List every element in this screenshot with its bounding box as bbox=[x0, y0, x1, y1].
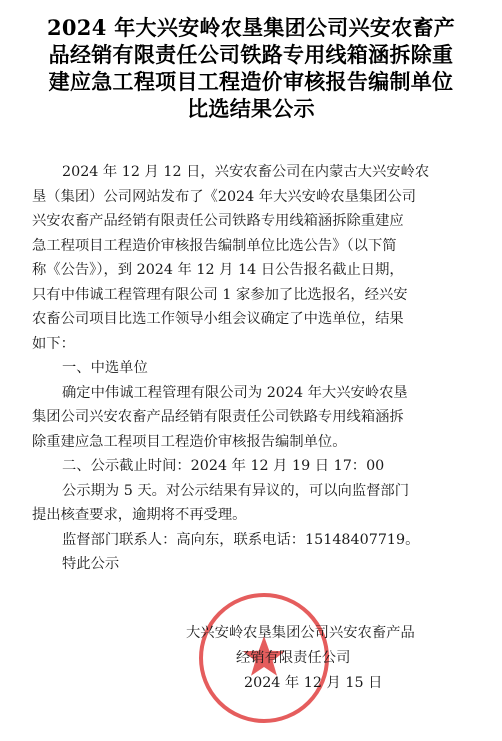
contact-line: 监督部门联系人：高向东，联系电话：15148407719。 bbox=[62, 531, 420, 548]
body-line: 确定中伟诚工程管理有限公司为 2024 年大兴安岭农垦 bbox=[62, 384, 408, 401]
title-line: 比选结果公示 bbox=[187, 96, 315, 121]
body-line: 公示期为 5 天。对公示结果有异议的，可以向监督部门 bbox=[62, 482, 410, 499]
closing-line: 特此公示 bbox=[62, 556, 120, 572]
section-heading: 一、中选单位 bbox=[62, 360, 148, 376]
body-line: 急工程项目工程造价审核报告编制单位比选公告》（以下简 bbox=[32, 237, 397, 254]
body-line: 除重建应急工程项目工程造价审核报告编制单位。 bbox=[32, 433, 347, 450]
body-line: 称《公告》），到 2024 年 12 月 14 日公告报名截止日期， bbox=[32, 262, 404, 278]
signature-block bbox=[186, 621, 486, 696]
body-line: 只有中伟诚工程管理有限公司 1 家参加了比选报名，经兴安 bbox=[32, 286, 408, 303]
body-line: 集团公司兴安农畜产品经销有限责任公司铁路专用线箱涵拆 bbox=[32, 409, 404, 425]
title-line: 建应急工程项目工程造价审核报告编制单位 bbox=[48, 69, 454, 94]
document-title bbox=[28, 14, 474, 122]
body-line: 如下： bbox=[32, 335, 75, 352]
body-line: 2024 年 12 月 12 日，兴安农畜公司在内蒙古大兴安岭农 bbox=[62, 164, 430, 180]
signature-org-line2: 经销有限责任公司 bbox=[236, 650, 351, 666]
body-line: 农畜公司项目比选工作领导小组会议确定了中选单位，结果 bbox=[32, 311, 404, 327]
signature-date: 2024 年 12 月 15 日 bbox=[244, 675, 383, 691]
body-line: 垦（集团）公司网站发布了《2024 年大兴安岭农垦集团公司 bbox=[32, 188, 417, 205]
document-body bbox=[32, 160, 480, 577]
title-line: 品经销有限责任公司铁路专用线箱涵拆除重 bbox=[48, 42, 454, 67]
section-heading: 二、公示截止时间：2024 年 12 月 19 日 17：00 bbox=[62, 458, 385, 474]
signature-org-line1: 大兴安岭农垦集团公司兴安农畜产品 bbox=[186, 625, 415, 641]
body-line: 提出核查要求，逾期将不再受理。 bbox=[32, 507, 247, 523]
body-line: 兴安农畜产品经销有限责任公司铁路专用线箱涵拆除重建应 bbox=[32, 213, 404, 229]
title-line: 2024 年大兴安岭农垦集团公司兴安农畜产 bbox=[46, 15, 456, 40]
